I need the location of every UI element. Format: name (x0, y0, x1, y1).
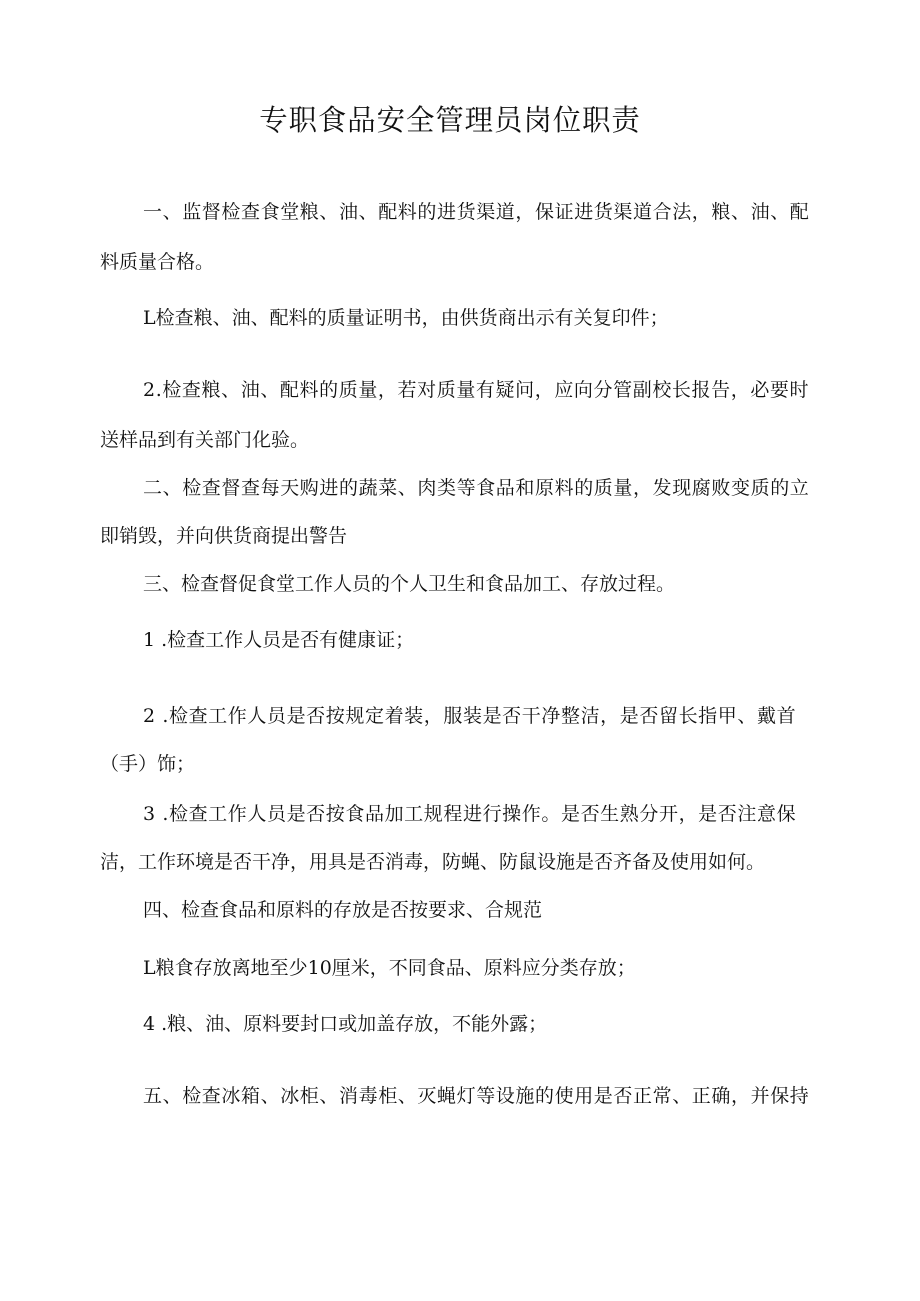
item-3-1-line-1: 1 .检查工作人员是否有健康证； (143, 629, 415, 651)
item-4-1-line-1: L粮食存放离地至少10厘米，不同食品、原料应分类存放； (143, 957, 636, 979)
item-1-2-line-2: 送样品到有关部门化验。 (100, 429, 310, 451)
item-3-2-line-2: （手）饰； (100, 753, 196, 775)
paragraph-5-line-1: 五、检查冰箱、冰柜、消毒柜、灭蝇灯等设施的使用是否正常、正确，并保持 (143, 1085, 810, 1107)
item-3-3-line-2: 洁，工作环境是否干净，用具是否消毒，防蝇、防鼠设施是否齐备及使用如何。 (100, 851, 766, 873)
item-4-2-line-1: 4 .粮、油、原料要封口或加盖存放，不能外露； (143, 1013, 548, 1035)
paragraph-3-line-1: 三、检查督促食堂工作人员的个人卫生和食品加工、存放过程。 (143, 573, 676, 595)
paragraph-2-line-2: 即销毁，并向供货商提出警告 (100, 525, 348, 547)
item-3-3-line-1: 3 .检查工作人员是否按食品加工规程进行操作。是否生熟分开，是否注意保 (143, 803, 797, 825)
item-3-2-line-1: 2 .检查工作人员是否按规定着装，服装是否干净整洁，是否留长指甲、戴首 (143, 705, 797, 727)
item-1-1-line-1: L检查粮、油、配料的质量证明书，由供货商出示有关复印件； (143, 307, 669, 329)
paragraph-1-line-2: 料质量合格。 (100, 251, 215, 273)
paragraph-1-line-1: 一、监督检查食堂粮、油、配料的进货渠道，保证进货渠道合法，粮、油、配 (143, 201, 810, 223)
paragraph-4-line-1: 四、检查食品和原料的存放是否按要求、合规范 (143, 899, 543, 921)
document-title: 专职食品安全管理员岗位职责 (259, 103, 641, 137)
paragraph-2-line-1: 二、检查督查每天购进的蔬菜、肉类等食品和原料的质量，发现腐败变质的立 (143, 477, 810, 499)
item-1-2-line-1: 2.检查粮、油、配料的质量，若对质量有疑问，应向分管副校长报告，必要时 (143, 379, 810, 401)
